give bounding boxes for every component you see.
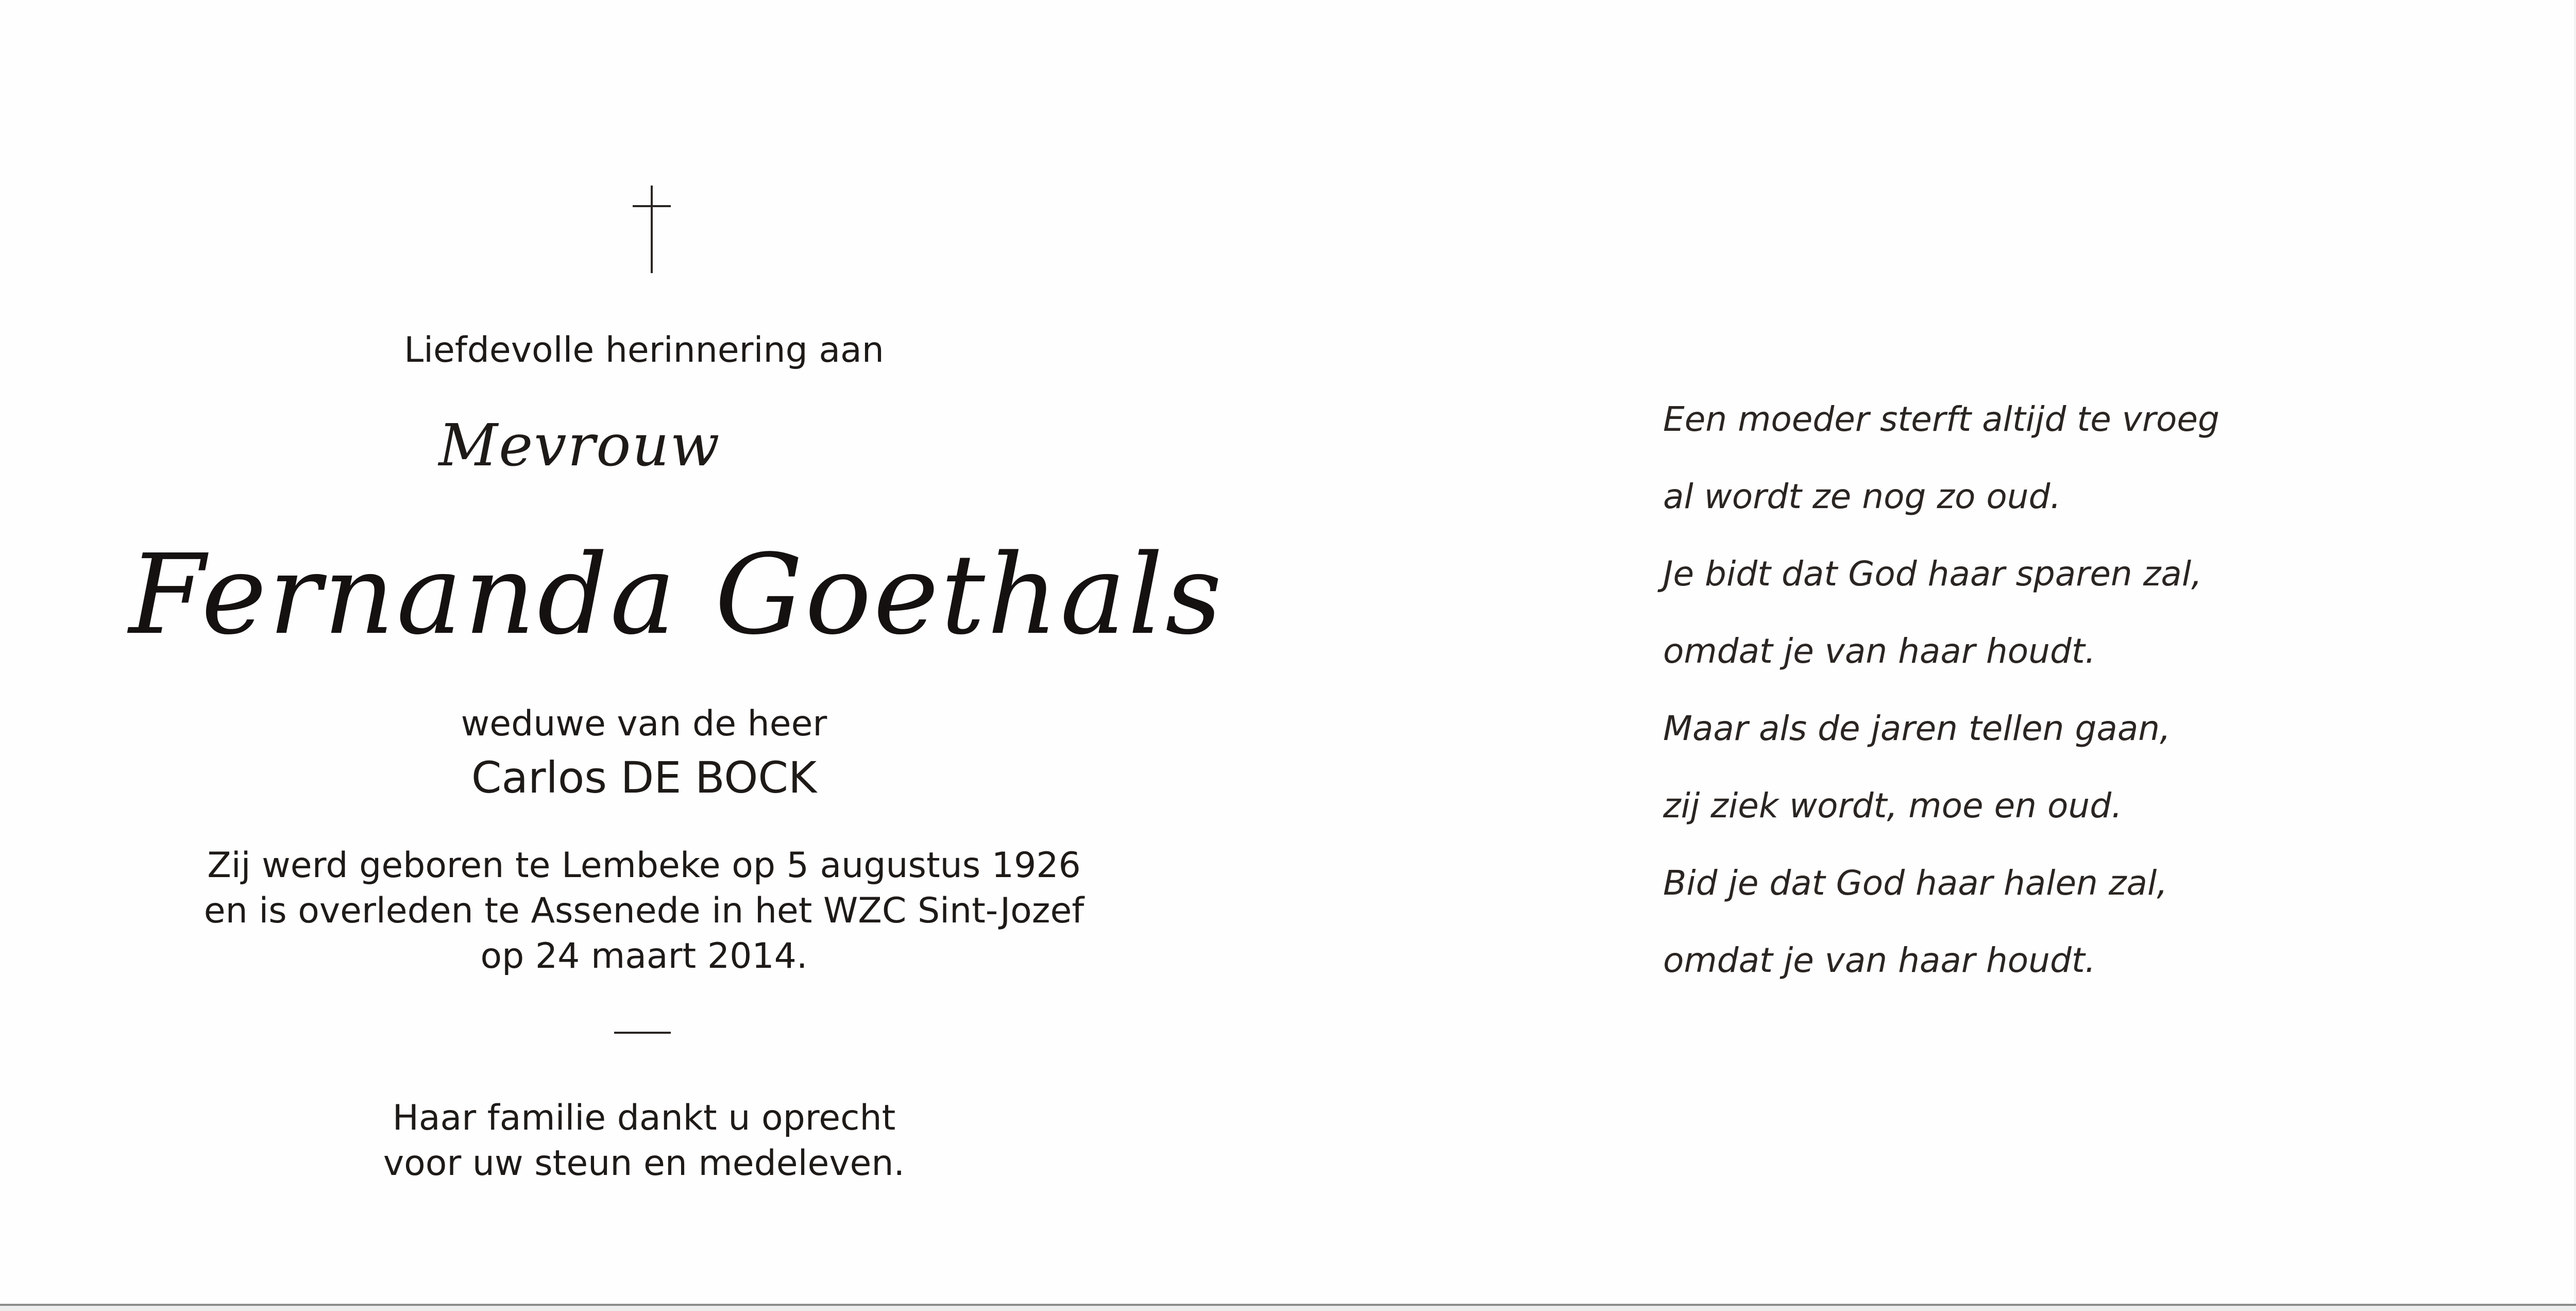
title-text: Mevrouw [438,412,721,479]
thanks-line-2: voor uw steun en medeleven. [383,1143,905,1184]
divider [614,1032,671,1034]
poem-line-6: zij ziek wordt, moe en oud. [1663,786,2123,826]
poem-line-7: Bid je dat God haar halen zal, [1663,863,2168,903]
husband-name: Carlos DE BOCK [471,752,817,803]
birth-death-line-1: Zij werd geboren te Lembeke op 5 augustus 1926 [207,845,1081,886]
poem-line-5: Maar als de jaren tellen gaan, [1663,709,2171,748]
birth-death-line-2: en is overleden te Assenede in het WZC Sint-Jozef [204,890,1084,931]
intro-text: Liefdevolle herinnering aan [404,330,884,371]
cross-icon [629,186,675,273]
poem-line-1: Een moeder sterft altijd te vroeg [1663,399,2219,439]
poem-line-8: omdat je van haar houdt. [1663,940,2096,980]
birth-death-line-3: op 24 maart 2014. [480,936,808,977]
deceased-name: Fernanda Goethals [129,531,1224,659]
poem-line-2: al wordt ze nog zo oud. [1663,477,2061,516]
widow-text: weduwe van de heer [461,703,827,744]
poem-line-4: omdat je van haar houdt. [1663,631,2096,671]
thanks-line-1: Haar familie dankt u oprecht [392,1098,896,1138]
poem-line-3: Je bidt dat God haar sparen zal, [1663,554,2202,594]
card-right-edge [2574,0,2576,1311]
